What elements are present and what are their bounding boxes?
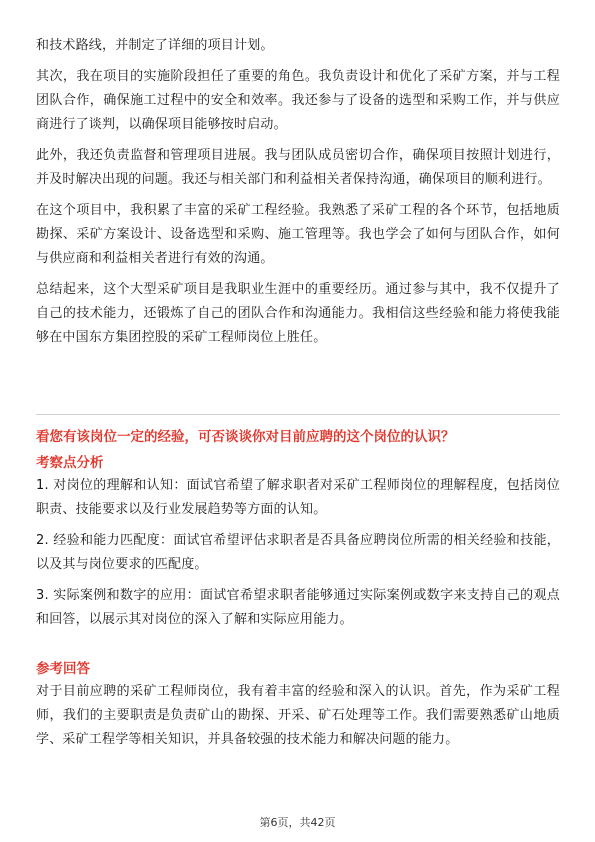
reference-answer: 对于目前应聘的采矿工程师岗位，我有着丰富的经验和深入的认识。首先，作为采矿工程师，我们的主要职责是负责矿山的勘探、开采、矿石处理等工作。我们需要熟悉矿山地质学、采矿工程学等相关知识，并具备较强的技术能力和解决问题的能力。 xyxy=(36,684,560,747)
question-heading: 看您有该岗位一定的经验，可否谈谈你对目前应聘的这个岗位的认识？ xyxy=(36,429,455,445)
body-text-top xyxy=(36,34,560,357)
paragraph: 总结起来，这个大型采矿项目是我职业生涯中的重要经历。通过参与其中，我不仅提升了自己的技术能力，还锻炼了自己的团队合作和沟通能力。我相信这些经验和能力将使我能够在中国东方集团控股的采矿工程师岗位上胜任。 xyxy=(36,282,560,345)
analysis-item: 2. 经验和能力匹配度：面试官希望评估求职者是否具备应聘岗位所需的相关经验和技能，以及其与岗位要求的匹配度。 xyxy=(36,533,560,572)
section-divider xyxy=(36,414,560,415)
page-number: 第6页，共42页 xyxy=(259,816,336,829)
reference-title: 参考回答 xyxy=(36,661,90,677)
analysis-title: 考察点分析 xyxy=(36,455,104,471)
analysis-item: 1. 对岗位的理解和认知：面试官希望了解求职者对采矿工程师岗位的理解程度，包括岗位职责、技能要求以及行业发展趋势等方面的认知。 xyxy=(36,478,560,517)
analysis-section xyxy=(36,452,560,639)
paragraph: 和技术路线，并制定了详细的项目计划。 xyxy=(36,38,274,53)
analysis-item: 3. 实际案例和数字的应用：面试官希望求职者能够通过实际案例或数字来支持自己的观点和回答，以展示其对岗位的深入了解和实际应用能力。 xyxy=(36,588,560,627)
paragraph: 其次，我在项目的实施阶段担任了重要的角色。我负责设计和优化了采矿方案，并与工程团队合作，确保施工过程中的安全和效率。我还参与了设备的选型和采购工作，并与供应商进行了谈判，以确保项目能够按时启动。 xyxy=(36,69,560,132)
paragraph: 此外，我还负责监督和管理项目进展。我与团队成员密切合作，确保项目按照计划进行，并及时解决出现的问题。我还与相关部门和利益相关者保持沟通，确保项目的顺利进行。 xyxy=(36,148,560,187)
reference-section xyxy=(36,658,560,759)
paragraph: 在这个项目中，我积累了丰富的采矿工程经验。我熟悉了采矿工程的各个环节，包括地质勘探、采矿方案设计、设备选型和采购、施工管理等。我也学会了如何与团队合作，如何与供应商和利益相关者进行有效的沟通。 xyxy=(36,203,560,266)
